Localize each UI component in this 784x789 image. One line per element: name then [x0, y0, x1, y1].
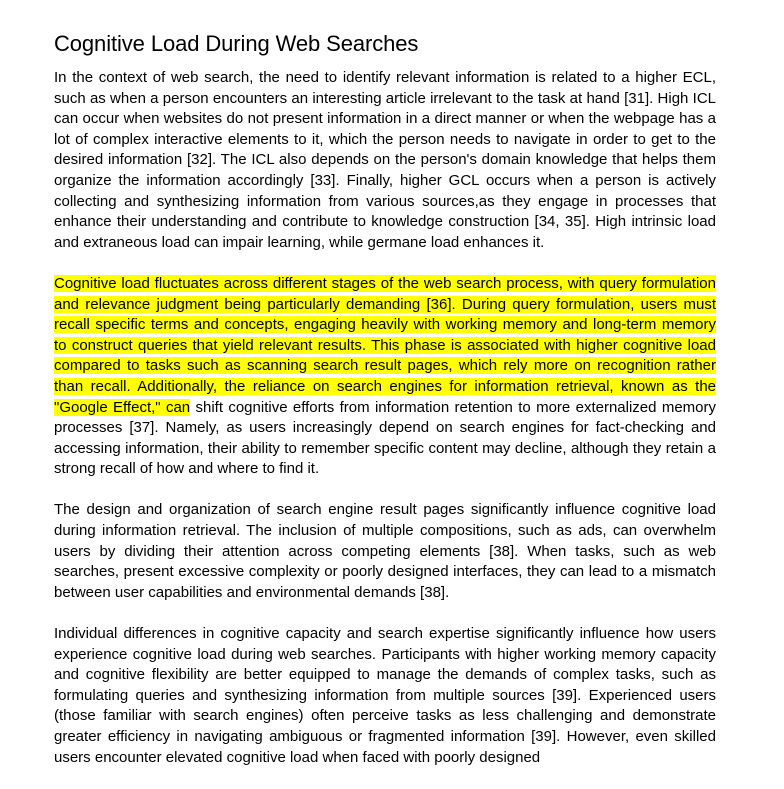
document-page: [54, 30, 716, 789]
highlighted-text: Cognitive load fluctuates across different stages of the web search process, with query formulation and relevance judgment being particularly demanding [36]. During query formulation, users must recall specific terms and concepts, engaging heavily with working memory and long-term memory to construct queries that yield relevant results. This phase is associated with higher cognitive load compared to tasks such as scanning search result pages, which rely more on recognition rather than recall. Additionally, the reliance on search engines for information retrieval, known as the "Google Effect," can: [54, 274, 716, 416]
paragraph-4: Individual differences in cognitive capacity and search expertise significantly influence how users experience cognitive load during web searches. Participants with higher working memory capacity and cognitive flexibility are better equipped to manage the demands of complex tasks, such as formulating queries and synthesizing information from multiple sources [39]. Experienced users (those familiar with search engines) often perceive tasks as less challenging and demonstrate greater efficiency in navigating ambiguous or fragmented information [39]. However, even skilled users encounter elevated cognitive load when faced with poorly designed: [54, 625, 716, 766]
paragraph-1: In the context of web search, the need to identify relevant information is related to a higher ECL, such as when a person encounters an interesting article irrelevant to the task at hand [31]. High ICL can occur when websites do not present information in a direct manner or when the webpage has a lot of complex interactive elements to it, which the person needs to navigate in order to get to the desired information [32]. The ICL also depends on the person's domain knowledge that helps them organize the information accordingly [33]. Finally, higher GCL occurs when a person is actively collecting and synthesizing information from various sources,as they engage in processes that enhance their understanding and contribute to knowledge construction [34, 35]. High intrinsic load and extraneous load can impair learning, while germane load enhances it.: [54, 69, 716, 251]
section-title: Cognitive Load During Web Searches: [54, 31, 419, 56]
paragraph-2: [54, 274, 716, 480]
paragraph-3: The design and organization of search engine result pages significantly influence cognitive load during information retrieval. The inclusion of multiple compositions, such as ads, can overwhelm users by dividing their attention across competing elements [38]. When tasks, such as web searches, present excessive complexity or poorly designed interfaces, they can lead to a mismatch between user capabilities and environmental demands [38].: [54, 501, 716, 601]
paragraph-2-rest: shift cognitive efforts from information retention to more externalized memory processes [37]. Namely, as users increasingly depend on search engines for fact-checking and accessing information, their ability to remember specific content may decline, although they retain a strong recall of how and where to find it.: [54, 398, 716, 478]
